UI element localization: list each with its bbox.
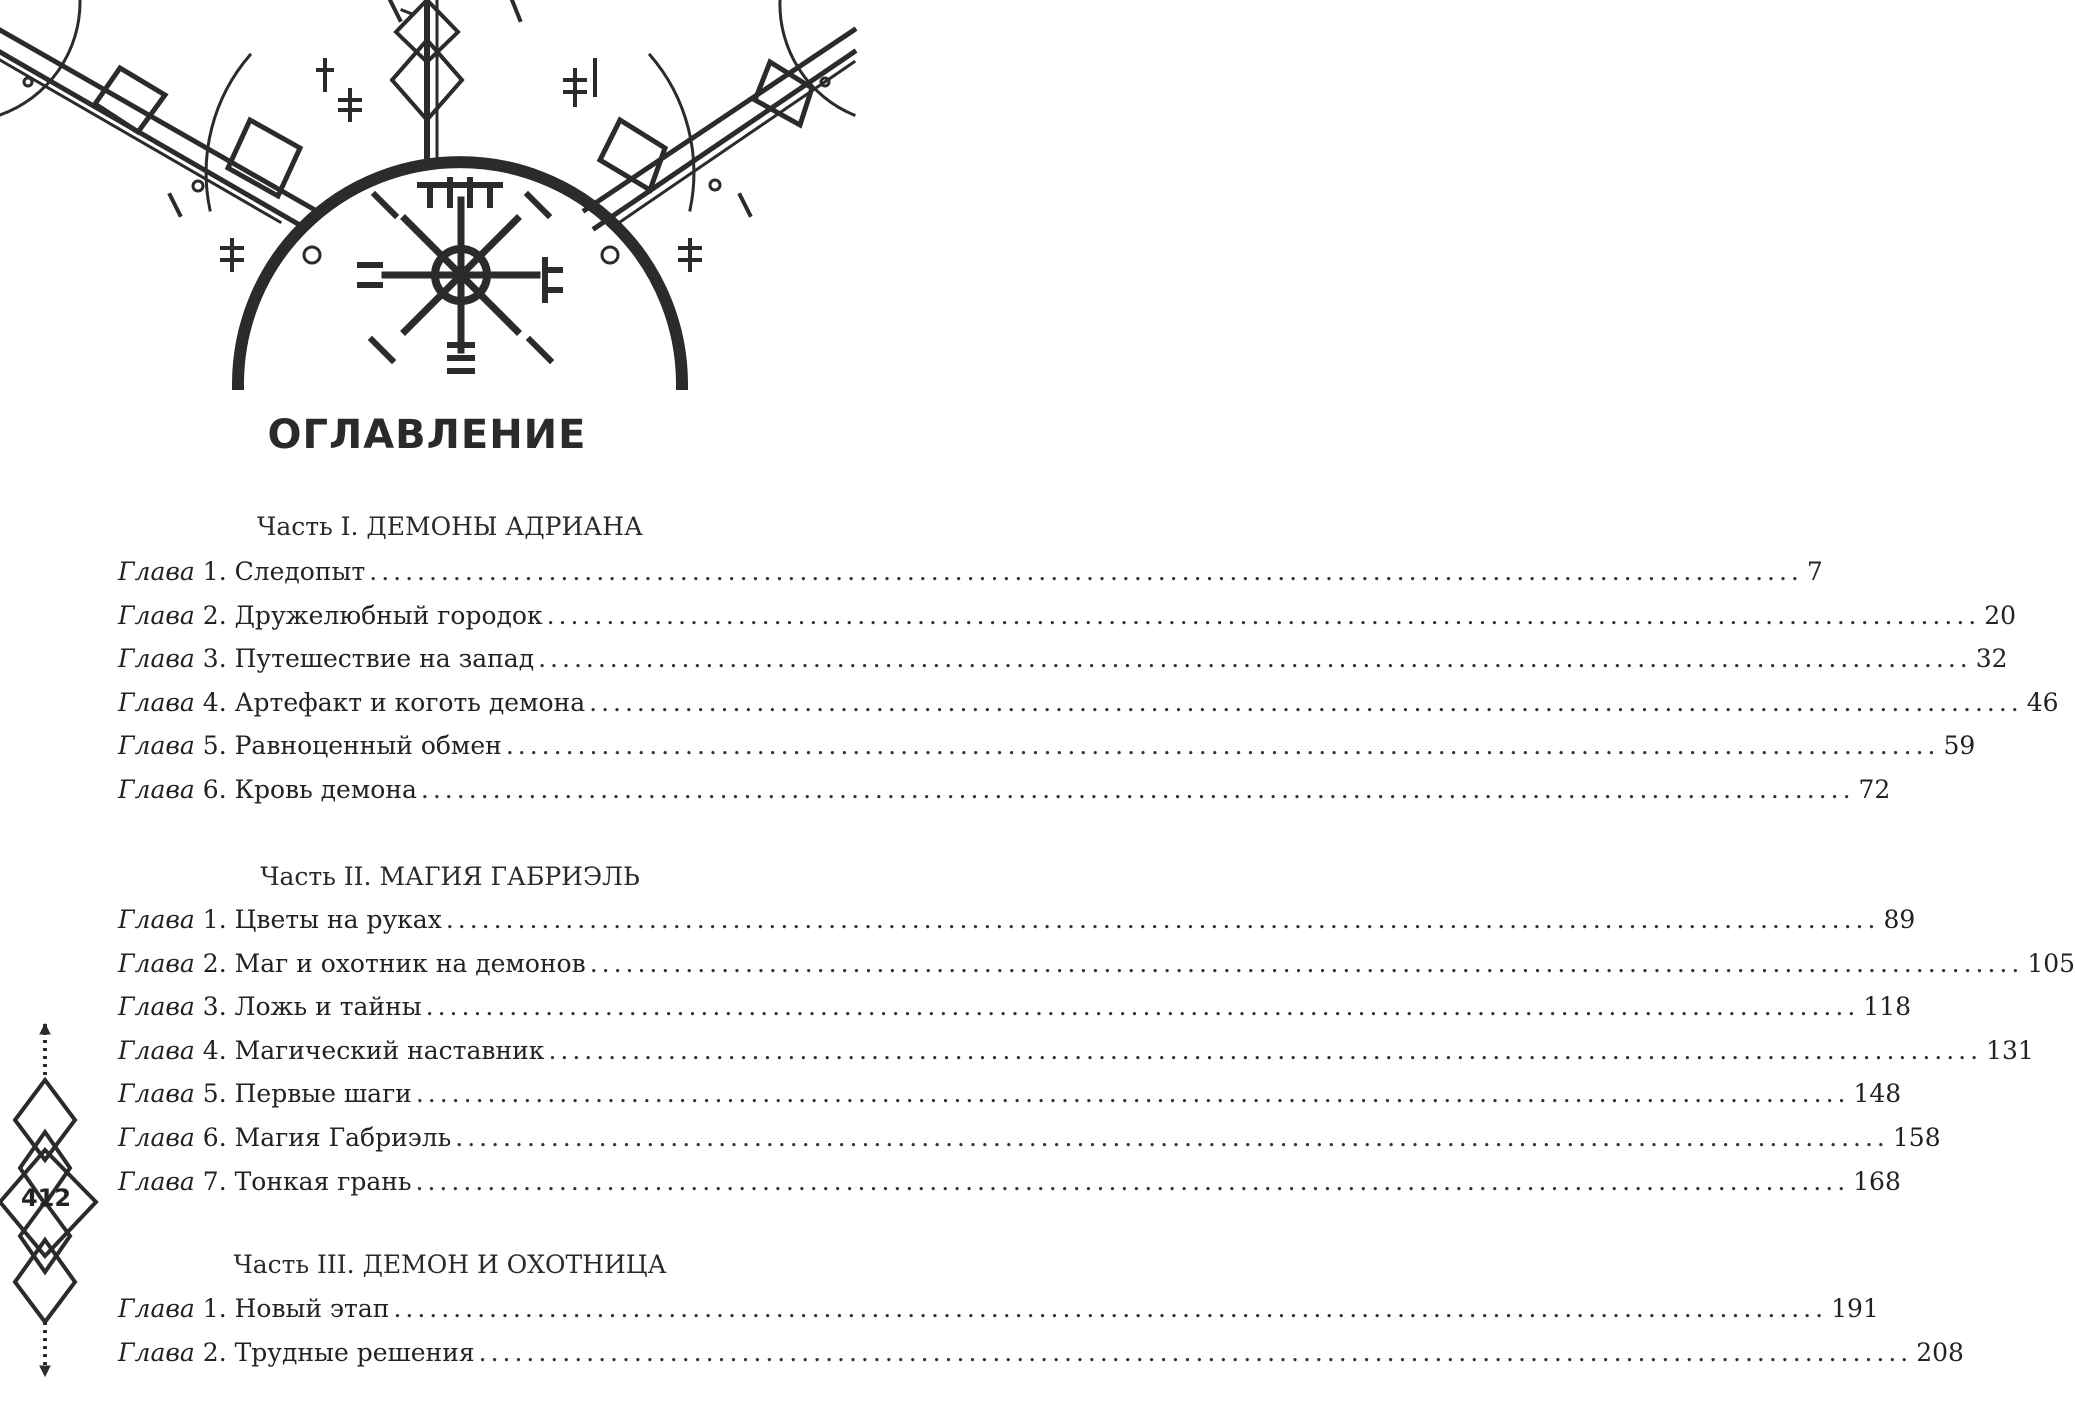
toc-entry[interactable] [118, 905, 1916, 945]
part-heading: Часть I. ДЕМОНЫ АДРИАНА [257, 512, 643, 541]
chapter-page: 20 [1984, 600, 2017, 630]
chapter-number: 2. [202, 600, 227, 630]
chapter-label [118, 688, 585, 717]
dot-leader: ........................................................................................................................ [505, 731, 1940, 761]
chapter-number: 3. [202, 992, 227, 1022]
dot-leader: ........................................................................................................................ [425, 992, 1860, 1022]
part-heading: Часть III. ДЕМОН И ОХОТНИЦА [233, 1250, 667, 1279]
toc-entry[interactable] [118, 1294, 1879, 1334]
chapter-word: Глава [118, 992, 195, 1022]
toc-entry[interactable] [118, 1035, 2034, 1076]
toc-entry[interactable] [118, 1166, 1901, 1207]
chapter-word: Глава [118, 905, 195, 934]
chapter-word: Глава [118, 644, 195, 674]
chapter-page: 105 [2027, 948, 2075, 978]
chapter-word: Глава [118, 557, 195, 586]
chapter-page: 89 [1883, 905, 1916, 934]
chapter-title: Магический наставник [234, 1035, 545, 1065]
chapter-title: Ложь и тайны [234, 992, 422, 1022]
chapter-number: 5. [202, 1079, 227, 1109]
chapter-number: 7. [202, 1166, 227, 1196]
chapter-page: 59 [1943, 731, 1976, 761]
toc-entry[interactable] [118, 775, 1891, 815]
chapter-number: 4. [202, 687, 227, 717]
chapter-number: 5. [202, 731, 227, 761]
chapter-title: Артефакт и коготь демона [234, 687, 586, 717]
chapter-label [118, 1079, 412, 1108]
dot-leader: ........................................................................................................................ [546, 600, 1981, 630]
chapter-label [118, 775, 417, 804]
toc-entry[interactable] [118, 1123, 1941, 1163]
chapter-word: Глава [118, 731, 195, 761]
chapter-number: 4. [202, 1035, 227, 1065]
chapter-title: Тонкая грань [234, 1166, 412, 1196]
dot-leader: ........................................................................................................................ [548, 1035, 1983, 1065]
part-heading: Часть II. МАГИЯ ГАБРИЭЛЬ [260, 862, 640, 891]
chapter-title: Кровь демона [234, 775, 417, 804]
toc-entry[interactable] [118, 600, 2017, 641]
chapter-title: Первые шаги [234, 1079, 412, 1109]
page-title: ОГЛАВЛЕНИЕ [267, 412, 587, 458]
chapter-label [118, 949, 586, 978]
chapter-word: Глава [118, 1166, 195, 1196]
chapter-title: Равноценный обмен [234, 731, 502, 761]
chapter-word: Глава [118, 687, 195, 717]
dot-leader: ........................................................................................................................ [445, 905, 1880, 934]
chapter-page: 131 [1986, 1035, 2034, 1065]
chapter-number: 2. [202, 1337, 227, 1367]
chapter-number: 6. [202, 775, 227, 804]
chapter-title: Следопыт [234, 557, 366, 586]
chapter-title: Маг и охотник на демонов [234, 948, 586, 978]
chapter-word: Глава [118, 1123, 195, 1152]
chapter-word: Глава [118, 948, 195, 978]
dot-leader: ........................................................................................................................ [393, 1294, 1828, 1323]
chapter-word: Глава [118, 775, 195, 804]
dot-leader: ........................................................................................................................ [415, 1166, 1850, 1196]
chapter-title: Путешествие на запад [234, 644, 535, 674]
chapter-word: Глава [118, 1337, 195, 1367]
chapter-label [118, 644, 534, 673]
chapter-page: 46 [2026, 687, 2059, 717]
chapter-number: 3. [202, 644, 227, 674]
toc-entry[interactable] [118, 948, 2075, 989]
chapter-number: 6. [202, 1123, 227, 1152]
chapter-title: Дружелюбный городок [234, 600, 543, 630]
toc-entry[interactable] [118, 1337, 1964, 1378]
toc-entry[interactable] [118, 687, 2059, 728]
chapter-page: 32 [1975, 644, 2008, 674]
chapter-page: 148 [1853, 1079, 1902, 1109]
toc-entry[interactable] [118, 992, 1911, 1032]
chapter-label [118, 1036, 544, 1065]
chapter-title: Цветы на руках [234, 905, 442, 934]
page-number: 412 [20, 1184, 72, 1212]
chapter-label [118, 1167, 412, 1196]
chapter-label [118, 601, 543, 630]
chapter-number: 1. [202, 905, 227, 934]
dot-leader: ........................................................................................................................ [455, 1123, 1889, 1152]
chapter-title: Новый этап [234, 1294, 390, 1323]
dot-leader: ........................................................................................................................ [589, 948, 2024, 978]
vegvisir-rune-compass-icon [0, 0, 854, 400]
chapter-word: Глава [118, 1079, 195, 1109]
chapter-page: 191 [1831, 1294, 1879, 1323]
dot-leader: ........................................................................................................................ [589, 687, 2023, 717]
chapter-label [118, 1338, 475, 1367]
chapter-label [118, 905, 442, 934]
chapter-word: Глава [118, 1035, 195, 1065]
dot-leader: ........................................................................................................................ [538, 644, 1972, 674]
chapter-title: Магия Габриэль [234, 1123, 452, 1152]
dot-leader: ........................................................................................................................ [478, 1337, 1913, 1367]
chapter-page: 168 [1853, 1166, 1901, 1196]
chapter-word: Глава [118, 1294, 195, 1323]
chapter-label [118, 1294, 389, 1323]
chapter-label [118, 731, 502, 760]
chapter-number: 2. [202, 948, 227, 978]
chapter-page: 158 [1892, 1123, 1941, 1152]
chapter-page: 208 [1916, 1337, 1964, 1367]
chapter-page: 118 [1863, 992, 1911, 1022]
chapter-label [118, 1123, 451, 1152]
chapter-word: Глава [118, 600, 195, 630]
chapter-number: 1. [202, 1294, 227, 1323]
chapter-page: 7 [1806, 557, 1823, 586]
chapter-number: 1. [202, 557, 227, 586]
toc-entry[interactable] [118, 557, 1823, 597]
toc-entry[interactable] [118, 644, 2008, 684]
dot-leader: ........................................................................................................................ [415, 1079, 1850, 1109]
chapter-label [118, 557, 365, 586]
dot-leader: ........................................................................................................................ [420, 775, 1855, 804]
toc-entry[interactable] [118, 731, 1976, 771]
toc-entry[interactable] [118, 1079, 1902, 1119]
chapter-page: 72 [1858, 775, 1891, 804]
chapter-label [118, 992, 422, 1021]
chapter-title: Трудные решения [234, 1337, 475, 1367]
dot-leader: ........................................................................................................................ [369, 557, 1803, 586]
